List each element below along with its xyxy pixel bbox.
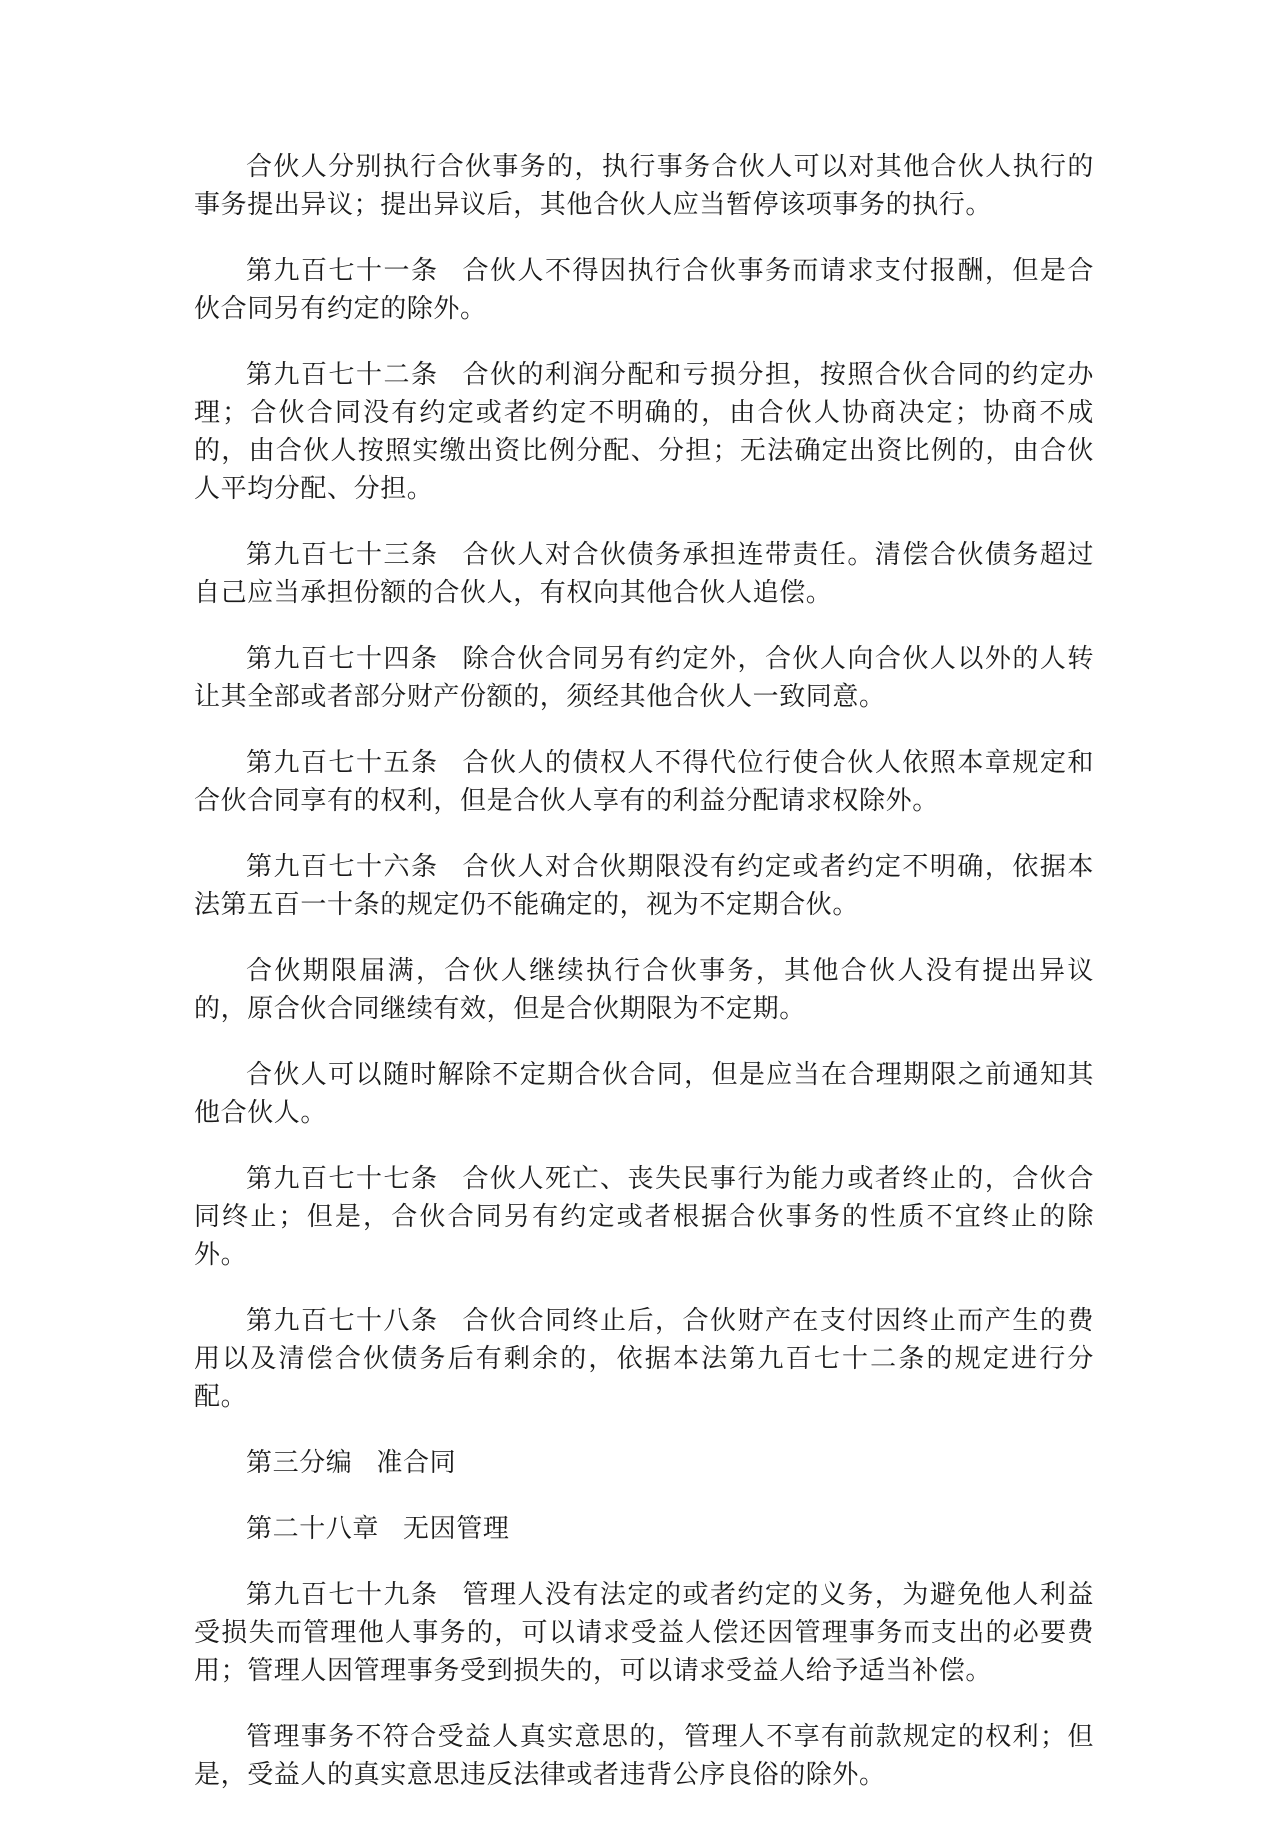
article-text: 合伙合同终止后，合伙财产在支付因终止而产生的费用以及清偿合伙债务后有剩余的，依据本法第九百七十二条的规定进行分配。 [194, 1306, 1094, 1412]
article-label: 第九百七十三条 [246, 540, 439, 570]
article-971 [194, 252, 1094, 328]
chapter-heading [194, 1510, 1094, 1548]
article-text: 合伙人不得因执行合伙事务而请求支付报酬，但是合伙合同另有约定的除外。 [194, 256, 1094, 324]
article-label: 第九百七十五条 [246, 748, 439, 778]
article-975 [194, 744, 1094, 820]
paragraph-text: 合伙人可以随时解除不定期合伙合同，但是应当在合理期限之前通知其他合伙人。 [194, 1060, 1094, 1128]
paragraph-term-expiry [194, 952, 1094, 1028]
paragraph-text: 合伙人分别执行合伙事务的，执行事务合伙人可以对其他合伙人执行的事务提出异议；提出异议后，其他合伙人应当暂停该项事务的执行。 [194, 152, 1094, 220]
subpart-label: 第三分编 [246, 1448, 353, 1478]
article-label: 第九百七十九条 [246, 1580, 439, 1610]
article-text: 除合伙合同另有约定外，合伙人向合伙人以外的人转让其全部或者部分财产份额的，须经其他合伙人一致同意。 [194, 644, 1094, 712]
paragraph-termination-notice [194, 1056, 1094, 1132]
article-label: 第九百七十六条 [246, 852, 439, 882]
article-label: 第九百七十四条 [246, 644, 439, 674]
article-text: 合伙人的债权人不得代位行使合伙人依照本章规定和合伙合同享有的权利，但是合伙人享有的利益分配请求权除外。 [194, 748, 1094, 816]
paragraph-true-intent [194, 1718, 1094, 1794]
paragraph-partner-objection [194, 148, 1094, 224]
subpart-heading [194, 1444, 1094, 1482]
article-text: 合伙人对合伙期限没有约定或者约定不明确，依据本法第五百一十条的规定仍不能确定的，视为不定期合伙。 [194, 852, 1094, 920]
article-973 [194, 536, 1094, 612]
paragraph-text: 管理事务不符合受益人真实意思的，管理人不享有前款规定的权利；但是，受益人的真实意思违反法律或者违背公序良俗的除外。 [194, 1722, 1094, 1790]
article-text: 管理人没有法定的或者约定的义务，为避免他人利益受损失而管理他人事务的，可以请求受益人偿还因管理事务而支出的必要费用；管理人因管理事务受到损失的，可以请求受益人给予适当补偿。 [194, 1580, 1094, 1686]
article-text: 合伙人死亡、丧失民事行为能力或者终止的，合伙合同终止；但是，合伙合同另有约定或者根据合伙事务的性质不宜终止的除外。 [194, 1164, 1094, 1270]
article-text: 合伙人对合伙债务承担连带责任。清偿合伙债务超过自己应当承担份额的合伙人，有权向其他合伙人追偿。 [194, 540, 1094, 608]
document-page [194, 148, 1094, 1822]
article-label: 第九百七十八条 [246, 1306, 439, 1336]
article-974 [194, 640, 1094, 716]
chapter-title: 无因管理 [403, 1514, 510, 1544]
article-977 [194, 1160, 1094, 1274]
chapter-label: 第二十八章 [246, 1514, 380, 1544]
article-976 [194, 848, 1094, 924]
article-978 [194, 1302, 1094, 1416]
article-label: 第九百七十二条 [246, 360, 439, 390]
article-972 [194, 356, 1094, 508]
article-label: 第九百七十一条 [246, 256, 439, 286]
article-979 [194, 1576, 1094, 1690]
article-label: 第九百七十七条 [246, 1164, 439, 1194]
article-text: 合伙的利润分配和亏损分担，按照合伙合同的约定办理；合伙合同没有约定或者约定不明确的，由合伙人协商决定；协商不成的，由合伙人按照实缴出资比例分配、分担；无法确定出资比例的，由合伙人平均分配、分担。 [194, 360, 1094, 504]
subpart-title: 准合同 [376, 1448, 457, 1478]
paragraph-text: 合伙期限届满，合伙人继续执行合伙事务，其他合伙人没有提出异议的，原合伙合同继续有效，但是合伙期限为不定期。 [194, 956, 1094, 1024]
